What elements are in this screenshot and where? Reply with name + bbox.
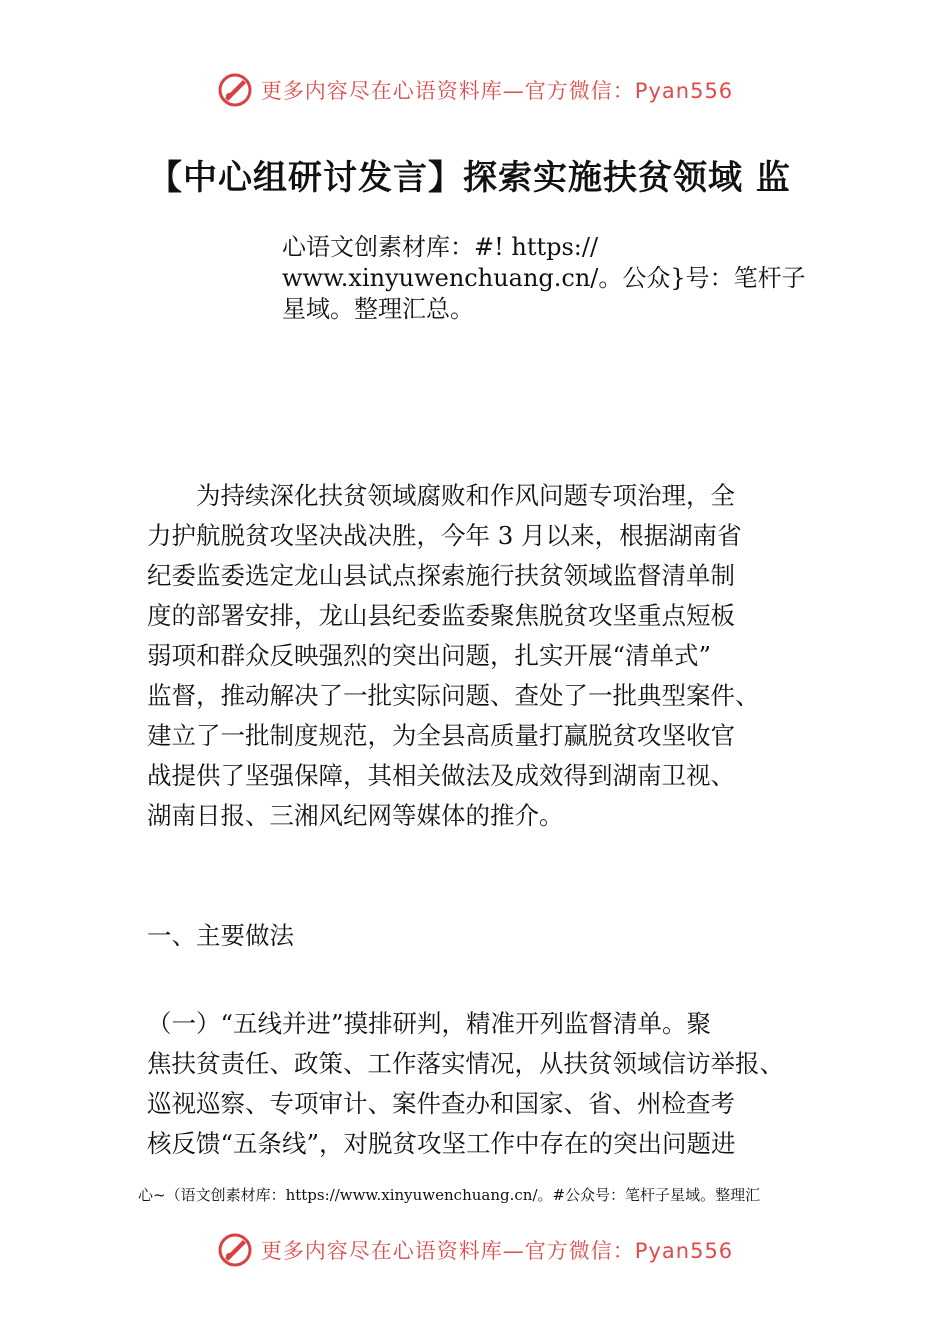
paragraph-line: 弱项和群众反映强烈的突出问题，扎实开展“清单式” (147, 641, 712, 670)
paragraph-line: 焦扶贫责任、政策、工作落实情况，从扶贫领域信访举报、 (147, 1049, 784, 1078)
paragraph-line: 度的部署安排，龙山县纪委监委聚焦脱贫攻坚重点短板 (147, 601, 735, 630)
source-note (282, 232, 822, 325)
page-title: 【中心组研讨发言】探索实施扶贫领域 监 (148, 158, 791, 198)
paragraph-line: 核反馈“五条线”，对脱贫攻坚工作中存在的突出问题进 (147, 1129, 736, 1158)
source-line: www.xinyuwenchuang.cn/。公众}号：笔杆子 (282, 264, 806, 292)
brush-logo-icon (217, 1232, 253, 1268)
paragraph-line: （一）“五线并进”摸排研判，精准开列监督清单。聚 (147, 1009, 712, 1038)
banner-text: 更多内容尽在心语资料库—官方微信：Pyan556 (260, 79, 734, 103)
section-heading: 一、主要做法 (147, 921, 294, 950)
brush-logo-icon (217, 72, 253, 108)
bottom-watermark-banner (0, 1232, 950, 1268)
source-line: 心语文创素材库：#! https:// (282, 233, 599, 261)
paragraph-line: 湖南日报、三湘风纪网等媒体的推介。 (147, 801, 564, 830)
paragraph-line: 巡视巡察、专项审计、案件查办和国家、省、州检查考 (147, 1089, 735, 1118)
paragraph-line: 战提供了坚强保障，其相关做法及成效得到湖南卫视、 (147, 761, 735, 790)
section-paragraph (147, 1004, 817, 1164)
paragraph-line: 纪委监委选定龙山县试点探索施行扶贫领域监督清单制 (147, 561, 735, 590)
paragraph-line: 监督，推动解决了一批实际问题、查处了一批典型案件、 (147, 681, 760, 710)
paragraph-line: 为持续深化扶贫领域腐败和作风问题专项治理，全 (147, 481, 735, 510)
source-line: 星域。整理汇总。 (282, 295, 474, 323)
top-watermark-banner (0, 72, 950, 108)
intro-paragraph (147, 476, 817, 836)
banner-text: 更多内容尽在心语资料库—官方微信：Pyan556 (260, 1239, 734, 1263)
paragraph-line: 力护航脱贫攻坚决战决胜，今年 3 月以来，根据湖南省 (147, 521, 742, 550)
footer-note: 心~（语文创素材库：https://www.xinyuwenchuang.cn/。#公众号：笔杆子星域。整理汇 (138, 1186, 761, 1204)
paragraph-line: 建立了一批制度规范，为全县高质量打赢脱贫攻坚收官 (147, 721, 735, 750)
